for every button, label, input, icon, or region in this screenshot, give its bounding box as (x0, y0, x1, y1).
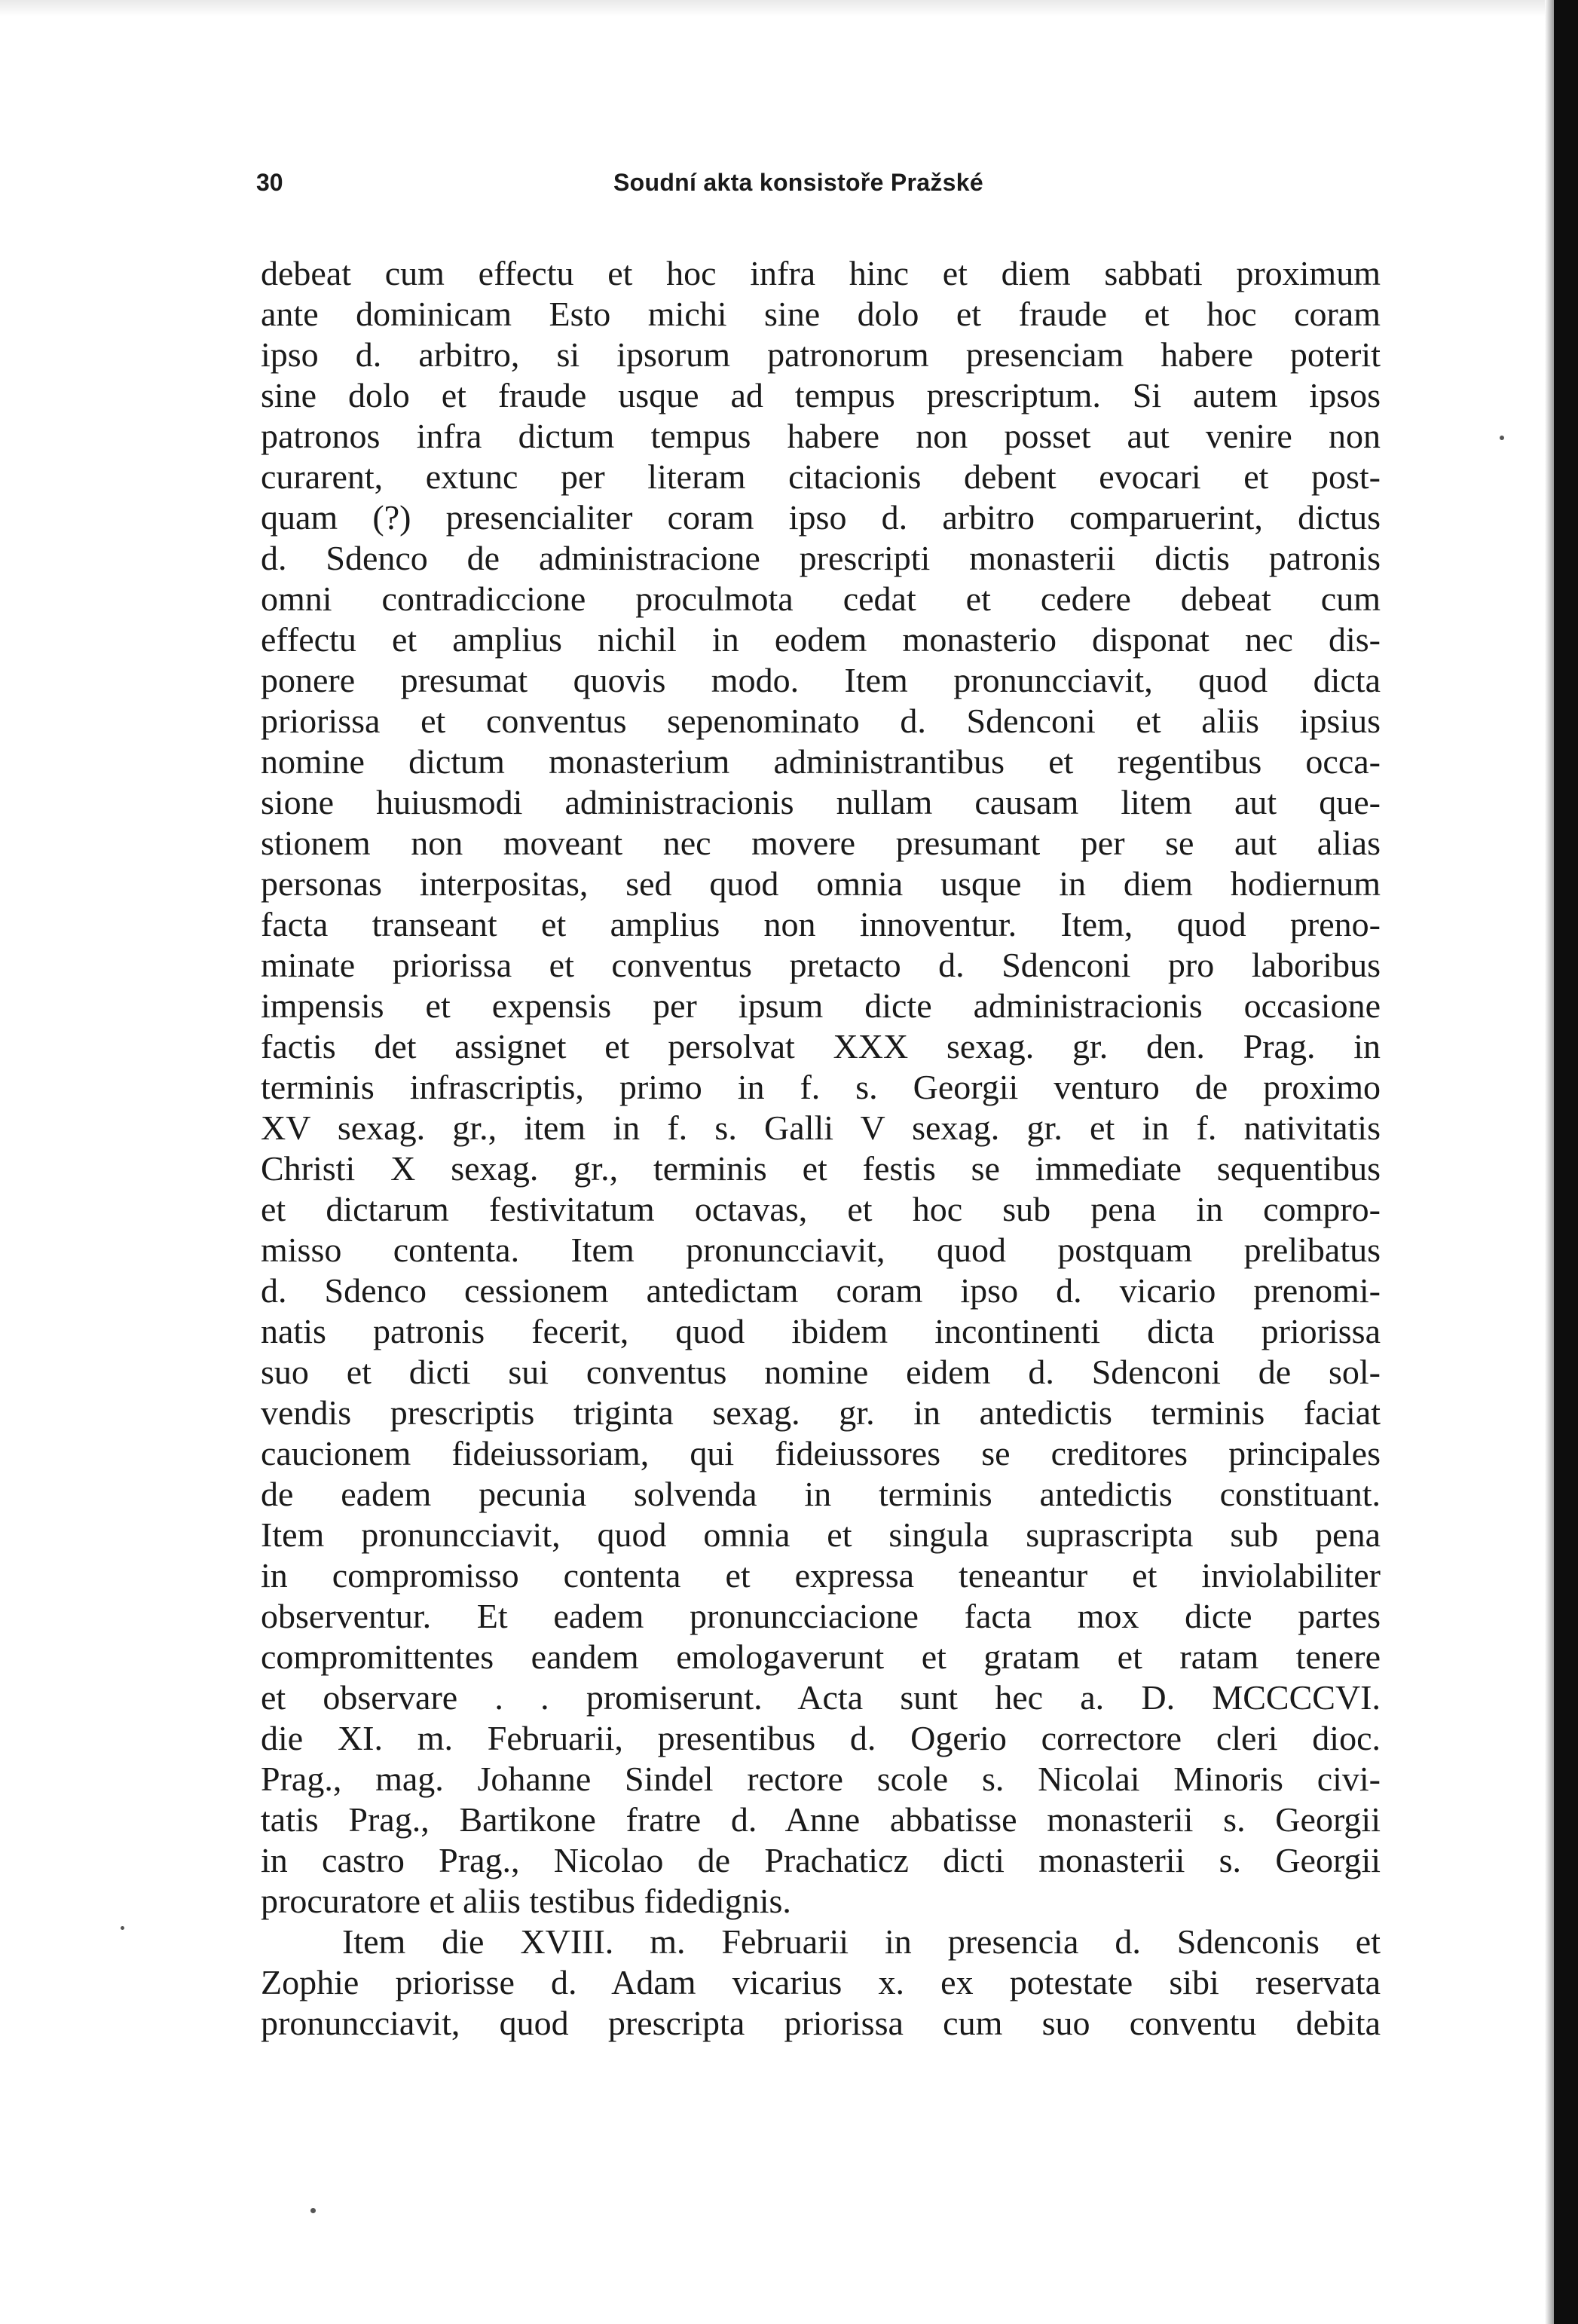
text-line: curarent, extunc per literam citacionis debent evocari et post- (261, 457, 1381, 496)
page-header (256, 169, 1010, 206)
scan-speck (310, 2208, 316, 2213)
text-line: misso contenta. Item pronuncciavit, quod postquam prelibatus (261, 1231, 1381, 1269)
text-line: sione huiusmodi administracionis nullam causam litem aut que- (261, 783, 1381, 821)
text-line: et dictarum festivitatum octavas, et hoc sub pena in compro- (261, 1190, 1381, 1228)
text-line: impensis et expensis per ipsum dicte administracionis occasione (261, 986, 1381, 1025)
text-line: tatis Prag., Bartikone fratre d. Anne abbatisse monasterii s. Georgii (261, 1800, 1381, 1839)
text-line: ipso d. arbitro, si ipsorum patronorum presenciam habere poterit (261, 335, 1381, 374)
text-line: Zophie priorisse d. Adam vicarius x. ex potestate sibi reservata (261, 1963, 1381, 2001)
scan-binding-shadow (1545, 0, 1554, 2324)
text-line: et observare . . promiserunt. Acta sunt hec a. D. MCCCCVI. (261, 1678, 1381, 1717)
text-line: natis patronis fecerit, quod ibidem incontinenti dicta priorissa (261, 1312, 1381, 1350)
text-line: omni contradiccione proculmota cedat et cedere debeat cum (261, 579, 1381, 618)
text-line: Item die XVIII. m. Februarii in presencia d. Sdenconis et (342, 1922, 1381, 1961)
text-line: pronuncciavit, quod prescripta priorissa cum suo conventu debita (261, 2004, 1381, 2042)
scan-speck (1500, 436, 1504, 440)
text-line: ponere presumat quovis modo. Item pronuncciavit, quod dicta (261, 661, 1381, 699)
scan-right-edge (1554, 0, 1578, 2324)
text-line: quam (?) presencialiter coram ipso d. arbitro comparuerint, dictus (261, 498, 1381, 537)
text-line: die XI. m. Februarii, presentibus d. Ogerio correctore cleri dioc. (261, 1719, 1381, 1757)
paragraph (261, 1922, 1381, 2044)
text-line: priorissa et conventus sepenominato d. Sdenconi et aliis ipsius (261, 702, 1381, 740)
text-line: Christi X sexag. gr., terminis et festis se immediate sequentibus (261, 1149, 1381, 1188)
text-line: Item pronuncciavit, quod omnia et singula suprascripta sub pena (261, 1515, 1381, 1554)
text-line: XV sexag. gr., item in f. s. Galli V sexag. gr. et in f. nativitatis (261, 1108, 1381, 1147)
text-line: patronos infra dictum tempus habere non posset aut venire non (261, 417, 1381, 455)
paragraph (261, 253, 1381, 1922)
text-line: in compromisso contenta et expressa teneantur et inviolabiliter (261, 1556, 1381, 1595)
scan-speck (121, 1926, 124, 1930)
text-line: personas interpositas, sed quod omnia usque in diem hodiernum (261, 864, 1381, 903)
text-line: sine dolo et fraude usque ad tempus prescriptum. Si autem ipsos (261, 376, 1381, 414)
text-line: minate priorissa et conventus pretacto d. Sdenconi pro laboribus (261, 946, 1381, 984)
text-line: ante dominicam Esto michi sine dolo et fraude et hoc coram (261, 295, 1381, 333)
text-line: de eadem pecunia solvenda in terminis antedictis constituant. (261, 1475, 1381, 1513)
text-line: Prag., mag. Johanne Sindel rectore scole s. Nicolai Minoris civi- (261, 1760, 1381, 1798)
text-line: facta transeant et amplius non innoventur. Item, quod preno- (261, 905, 1381, 943)
text-line: debeat cum effectu et hoc infra hinc et diem sabbati proximum (261, 254, 1381, 292)
text-line: observentur. Et eadem pronuncciacione facta mox dicte partes (261, 1597, 1381, 1635)
text-line: factis det assignet et persolvat XXX sexag. gr. den. Prag. in (261, 1027, 1381, 1066)
text-line: d. Sdenco de administracione prescripti monasterii dictis patronis (261, 539, 1381, 577)
text-line: stionem non moveant nec movere presumant per se aut alias (261, 824, 1381, 862)
text-line: nomine dictum monasterium administrantibus et regentibus occa- (261, 742, 1381, 781)
text-line: terminis infrascriptis, primo in f. s. Georgii venturo de proximo (261, 1068, 1381, 1106)
scan-top-edge (0, 0, 1578, 17)
text-line: in castro Prag., Nicolao de Prachaticz dicti monasterii s. Georgii (261, 1841, 1381, 1879)
body-text (261, 253, 1381, 2044)
text-line: vendis prescriptis triginta sexag. gr. in antedictis terminis faciat (261, 1393, 1381, 1432)
text-line: compromittentes eandem emologaverunt et gratam et ratam tenere (261, 1638, 1381, 1676)
text-line: effectu et amplius nichil in eodem monasterio disponat nec dis- (261, 620, 1381, 659)
running-title: Soudní akta konsistoře Pražské (613, 169, 983, 196)
text-line: procuratore et aliis testibus fidedignis. (261, 1882, 791, 1920)
text-line: caucionem fideiussoriam, qui fideiussores se creditores principales (261, 1434, 1381, 1472)
text-line: suo et dicti sui conventus nomine eidem d. Sdenconi de sol- (261, 1353, 1381, 1391)
page-number: 30 (256, 169, 283, 196)
text-line: d. Sdenco cessionem antedictam coram ipso d. vicario prenomi- (261, 1271, 1381, 1310)
